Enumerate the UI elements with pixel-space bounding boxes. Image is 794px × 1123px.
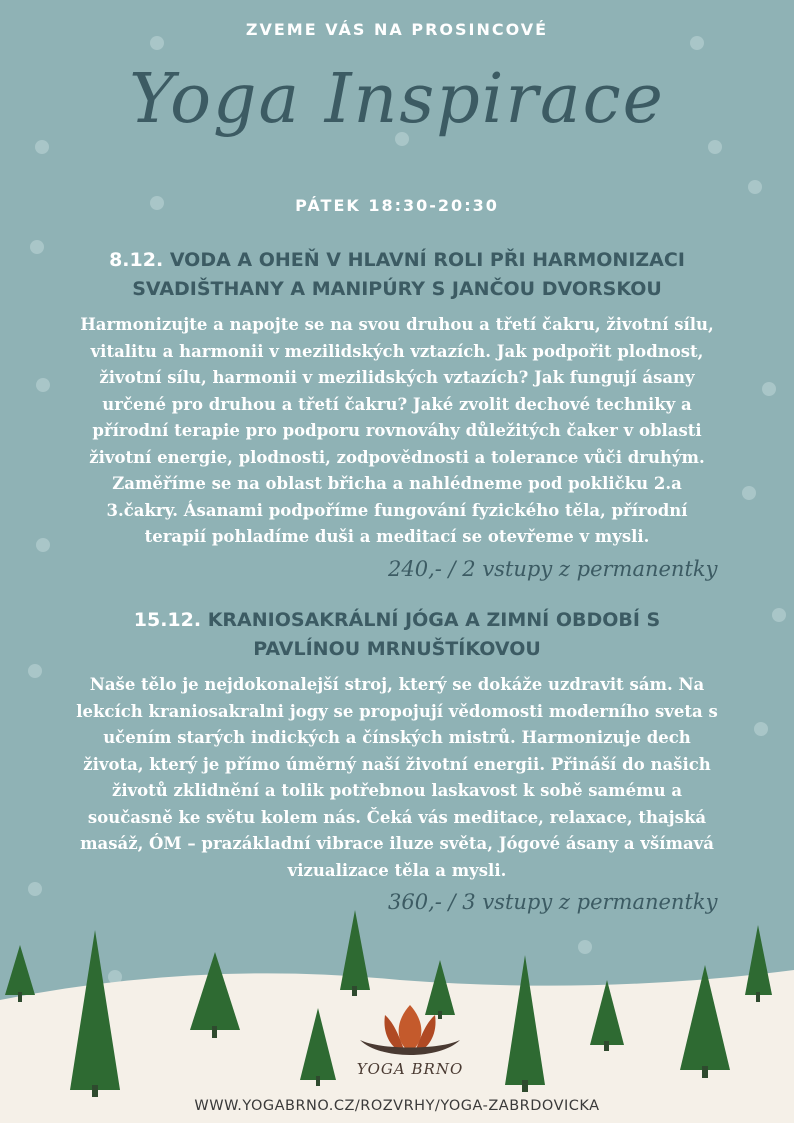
description-line: vizualizace těla a mysli. <box>287 860 507 880</box>
event-heading <box>40 246 754 304</box>
snow-dot <box>28 882 42 896</box>
website-url[interactable]: WWW.YOGABRNO.CZ/ROZVRHY/YOGA-ZABRDOVICKA <box>194 1098 600 1114</box>
description-line: životní energie, plodnosti, zodpovědnosti a tolerance vůči druhým. <box>89 447 705 467</box>
description-line: Naše tělo je nejdokonalejší stroj, který se dokáže uzdravit sám. Na <box>89 675 705 694</box>
event-title-line: KRANIOSAKRÁLNÍ JÓGA A ZIMNÍ OBDOBÍ S <box>207 609 661 631</box>
event-title-line: SVADIŠTHANY A MANIPÚRY S JANČOU DVORSKOU <box>132 278 662 300</box>
description-line: učením starých indických a čínských mistrů. Harmonizuje dech <box>103 728 691 747</box>
description-line: současně ke světu kolem nás. Čeká vás meditace, relaxace, thajská <box>87 807 707 827</box>
pine-tree-icon <box>745 925 772 1002</box>
description-line: přírodní terapie pro podporu rovnováhy důležitých čaker v oblasti <box>92 421 702 440</box>
description-line: určené pro druhou a třetí čakru? Jaké zvolit dechové techniky a <box>102 394 692 414</box>
description-line: života, který je přímo úměrný naší životní energii. Přináší do našich <box>83 754 711 774</box>
event-description <box>30 312 764 551</box>
poster-title: Yoga Inspirace <box>129 60 665 139</box>
event-description <box>30 672 764 884</box>
description-line: 3.čakry. Ásanami podpoříme fungování fyzického těla, přírodní <box>106 500 688 520</box>
event-price: 360,- / 3 vstupy z permanentky <box>388 890 718 914</box>
logo-text: YOGA BRNO <box>356 1060 464 1078</box>
event-date: 8.12. <box>109 249 164 271</box>
snow-dot <box>772 608 786 622</box>
description-line: masáž, ÓM – prazákladní vibrace iluze světa, Jógové ásany a všímavá <box>80 834 714 853</box>
event-heading-line <box>40 246 754 275</box>
description-line: lekcích kraniosakralni jogy se propojují vědomosti moderního sveta s <box>76 701 718 721</box>
event-price: 240,- / 2 vstupy z permanentky <box>388 557 718 581</box>
snow-dot <box>748 180 762 194</box>
description-line: Harmonizujte a napojte se na svou druhou a třetí čakru, životní sílu, <box>80 315 714 334</box>
event-title-line: VODA A OHEŇ V HLAVNÍ ROLI PŘI HARMONIZACI <box>169 249 685 271</box>
event-heading-line <box>40 606 754 635</box>
description-line: Zaměříme se na oblast břicha a nahlédneme pod pokličku 2.a <box>112 474 682 493</box>
snow-dot <box>762 382 776 396</box>
intro-text: ZVEME VÁS NA PROSINCOVÉ <box>245 20 549 39</box>
event-title-line: PAVLÍNOU MRNUŠTÍKOVOU <box>253 638 541 660</box>
pine-tree-icon <box>5 945 35 1002</box>
event-heading <box>40 606 754 664</box>
event-date: 15.12. <box>133 609 202 631</box>
snow-dot <box>35 140 49 154</box>
description-line: životů zklidnění a tolik potřebnou laskavost k sobě samému a <box>111 781 683 800</box>
pine-tree-icon <box>340 910 370 996</box>
description-line: životní sílu, harmonii v mezilidských vztazích? Jak fungují ásany <box>99 368 695 387</box>
description-line: vitalitu a harmonii v mezilidských vztazích. Jak podpořit plodnost, <box>90 341 704 361</box>
winter-scene <box>0 900 794 1123</box>
snow-dot <box>708 140 722 154</box>
schedule-time: PÁTEK 18:30-20:30 <box>295 196 499 215</box>
description-line: terapií pohladíme duši a meditací se otevřeme v mysli. <box>144 527 650 546</box>
